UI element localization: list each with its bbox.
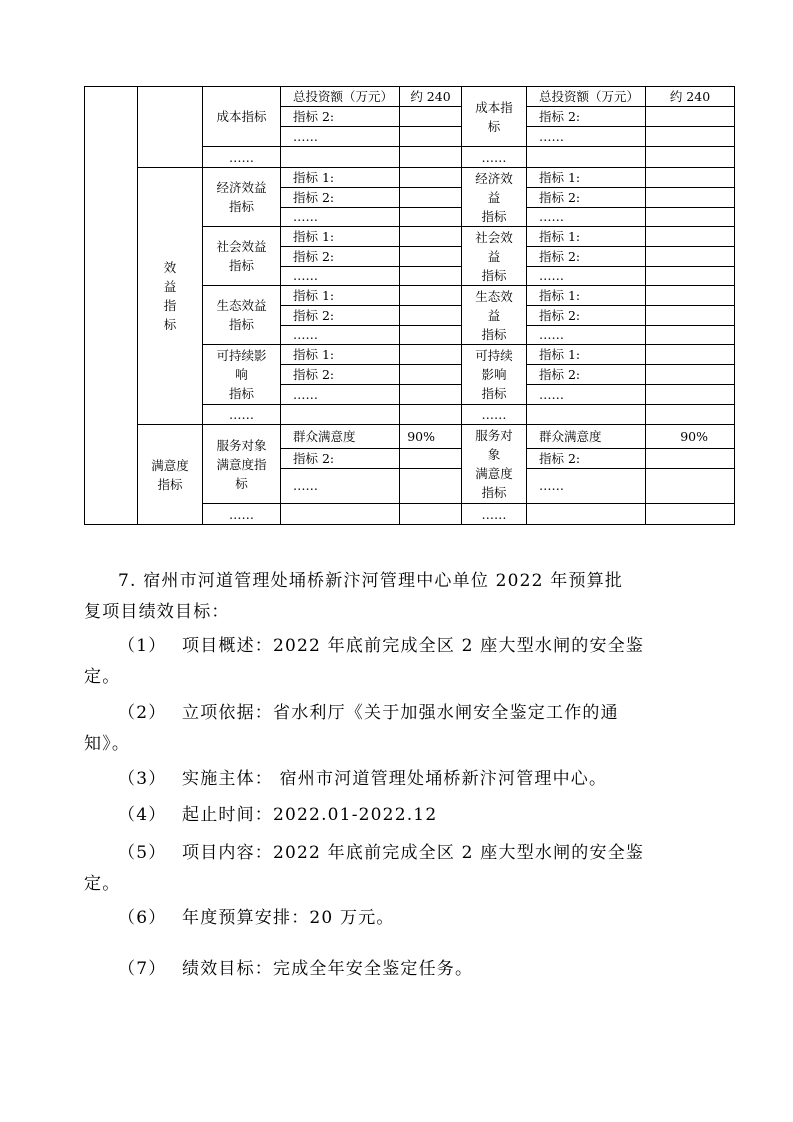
item-2 <box>84 698 734 760</box>
sub-indicator-cell-2: 社会效 益 指标 <box>462 227 527 286</box>
value-cell <box>400 107 462 127</box>
value-cell <box>400 365 462 385</box>
indicator-cell: 指标 1: <box>281 168 400 188</box>
indicator-cell: 指标 1: <box>281 227 400 247</box>
indicator-cell-2: 指标 1: <box>527 345 646 365</box>
indicator-cell-2: 指标 2: <box>527 107 646 127</box>
sub-indicator-cell: 可持续影 响 指标 <box>203 345 281 405</box>
heading-line: 复项目绩效目标： <box>84 602 230 622</box>
item-text: 绩效目标：完成全年安全鉴定任务。 <box>182 959 474 979</box>
indicator-cell: …… <box>281 385 400 405</box>
indicator-cell-2: 指标 1: <box>527 168 646 188</box>
value-cell-2 <box>646 385 735 405</box>
value-cell <box>400 385 462 405</box>
value-cell <box>400 208 462 227</box>
sub-indicator-cell-2: …… <box>462 405 527 425</box>
indicator-cell: …… <box>281 326 400 345</box>
sub-indicator-cell-2: 经济效 益 指标 <box>462 168 527 227</box>
value-cell-2 <box>646 147 735 168</box>
indicator-cell: 指标 2: <box>281 306 400 326</box>
benefit-category-cell: 效 益 指 标 <box>138 168 203 425</box>
indicator-cell: 指标 2: <box>281 247 400 267</box>
value-cell-2 <box>646 326 735 345</box>
section-heading <box>84 566 734 628</box>
item-text-cont: 定。 <box>84 667 121 687</box>
value-cell-2 <box>646 168 735 188</box>
indicator-cell <box>281 504 400 525</box>
value-cell-2 <box>646 247 735 267</box>
value-cell-2 <box>646 286 735 306</box>
indicator-cell-2 <box>527 504 646 525</box>
indicator-cell-2: 总投资额（万元） <box>527 87 646 107</box>
indicator-cell: …… <box>281 469 400 504</box>
indicator-cell: 指标 1: <box>281 286 400 306</box>
indicator-cell: 指标 2: <box>281 449 400 469</box>
item-3 <box>84 764 734 795</box>
value-cell-2 <box>646 469 735 504</box>
indicator-cell-2: 指标 2: <box>527 247 646 267</box>
value-cell-2 <box>646 267 735 286</box>
value-cell <box>400 504 462 525</box>
value-cell-2 <box>646 107 735 127</box>
item-text: 项目内容：2022 年底前完成全区 2 座大型水闸的安全鉴 <box>182 843 645 863</box>
indicator-cell-2: …… <box>527 385 646 405</box>
sub-indicator-cell: 社会效益 指标 <box>203 227 281 286</box>
sub-indicator-cell-2: 成本指 标 <box>462 87 527 147</box>
satisfaction-category-cell: 满意度 指标 <box>138 425 203 525</box>
value-cell <box>400 168 462 188</box>
value-cell-2 <box>646 405 735 425</box>
value-cell <box>400 188 462 208</box>
indicator-cell: 指标 2: <box>281 107 400 127</box>
sub-indicator-cell-2: 可持续 影响 指标 <box>462 345 527 405</box>
indicator-cell-2: …… <box>527 267 646 286</box>
sub-indicator-cell-2: 服务对 象 满意度 指标 <box>462 425 527 504</box>
value-cell-2 <box>646 504 735 525</box>
indicator-cell-2: …… <box>527 326 646 345</box>
value-cell <box>400 286 462 306</box>
item-text-cont: 定。 <box>84 874 121 894</box>
value-cell: 90% <box>400 425 462 449</box>
item-6 <box>84 903 734 934</box>
value-cell <box>400 306 462 326</box>
value-cell-2 <box>646 208 735 227</box>
value-cell <box>400 147 462 168</box>
value-cell <box>400 405 462 425</box>
value-cell-2 <box>646 127 735 147</box>
value-cell <box>400 267 462 286</box>
indicator-cell-2: 指标 2: <box>527 188 646 208</box>
sub-indicator-cell: …… <box>203 405 281 425</box>
indicator-cell-2: …… <box>527 469 646 504</box>
indicator-cell: …… <box>281 267 400 286</box>
sub-indicator-cell: …… <box>203 504 281 525</box>
value-cell <box>400 345 462 365</box>
value-cell <box>400 247 462 267</box>
value-cell-2 <box>646 188 735 208</box>
indicator-cell: 指标 2: <box>281 365 400 385</box>
item-number: （5） <box>118 843 167 863</box>
sub-indicator-cell: 生态效益 指标 <box>203 286 281 345</box>
sub-indicator-cell-2: 生态效 益 指标 <box>462 286 527 345</box>
indicator-cell: …… <box>281 127 400 147</box>
indicator-cell: 指标 2: <box>281 188 400 208</box>
item-number: （7） <box>118 959 167 979</box>
item-number: （2） <box>118 703 167 723</box>
indicator-cell <box>281 405 400 425</box>
item-text: 实施主体： 宿州市河道管理处埇桥新汴河管理中心。 <box>182 769 608 789</box>
sub-indicator-cell: 经济效益 指标 <box>203 168 281 227</box>
value-cell: 约 240 <box>400 87 462 107</box>
value-cell <box>400 127 462 147</box>
value-cell-2: 约 240 <box>646 87 735 107</box>
indicator-cell-2: …… <box>527 208 646 227</box>
item-5 <box>84 838 734 900</box>
item-number: （3） <box>118 769 167 789</box>
indicator-cell-2 <box>527 405 646 425</box>
indicator-cell: …… <box>281 208 400 227</box>
indicator-cell-2: 群众满意度 <box>527 425 646 449</box>
item-4 <box>84 800 734 831</box>
indicator-cell-2: 指标 2: <box>527 449 646 469</box>
item-text: 起止时间：2022.01-2022.12 <box>182 805 438 825</box>
item-text: 项目概述：2022 年底前完成全区 2 座大型水闸的安全鉴 <box>182 636 645 656</box>
indicator-cell-2: 指标 2: <box>527 306 646 326</box>
value-cell <box>400 449 462 469</box>
item-number: （1） <box>118 636 167 656</box>
indicator-cell: 总投资额（万元） <box>281 87 400 107</box>
indicator-cell-2: 指标 2: <box>527 365 646 385</box>
indicator-cell: 群众满意度 <box>281 425 400 449</box>
category-cell <box>138 87 203 168</box>
indicator-cell-2 <box>527 147 646 168</box>
indicator-cell-2: …… <box>527 127 646 147</box>
item-7 <box>84 954 734 985</box>
sub-indicator-cell: 服务对象 满意度指 标 <box>203 425 281 504</box>
sub-indicator-cell: 成本指标 <box>203 87 281 147</box>
sub-indicator-cell: …… <box>203 147 281 168</box>
item-text-cont: 知》。 <box>84 734 131 754</box>
indicator-cell-2: 指标 1: <box>527 227 646 247</box>
outer-category-cell <box>85 87 138 525</box>
value-cell-2 <box>646 365 735 385</box>
indicator-cell <box>281 147 400 168</box>
item-1 <box>84 631 734 693</box>
value-cell-2 <box>646 345 735 365</box>
value-cell-2 <box>646 449 735 469</box>
indicator-cell-2: 指标 1: <box>527 286 646 306</box>
item-text: 年度预算安排：20 万元。 <box>182 908 395 928</box>
heading-line: 7. 宿州市河道管理处埇桥新汴河管理中心单位 2022 年预算批 <box>118 571 624 591</box>
performance-indicator-table <box>84 86 735 525</box>
value-cell <box>400 326 462 345</box>
indicator-cell: 指标 1: <box>281 345 400 365</box>
sub-indicator-cell-2: …… <box>462 504 527 525</box>
item-number: （6） <box>118 908 167 928</box>
item-text: 立项依据：省水利厅《关于加强水闸安全鉴定工作的通 <box>182 703 619 723</box>
value-cell <box>400 469 462 504</box>
sub-indicator-cell-2: …… <box>462 147 527 168</box>
value-cell <box>400 227 462 247</box>
item-number: （4） <box>118 805 167 825</box>
value-cell-2: 90% <box>646 425 735 449</box>
value-cell-2 <box>646 227 735 247</box>
value-cell-2 <box>646 306 735 326</box>
